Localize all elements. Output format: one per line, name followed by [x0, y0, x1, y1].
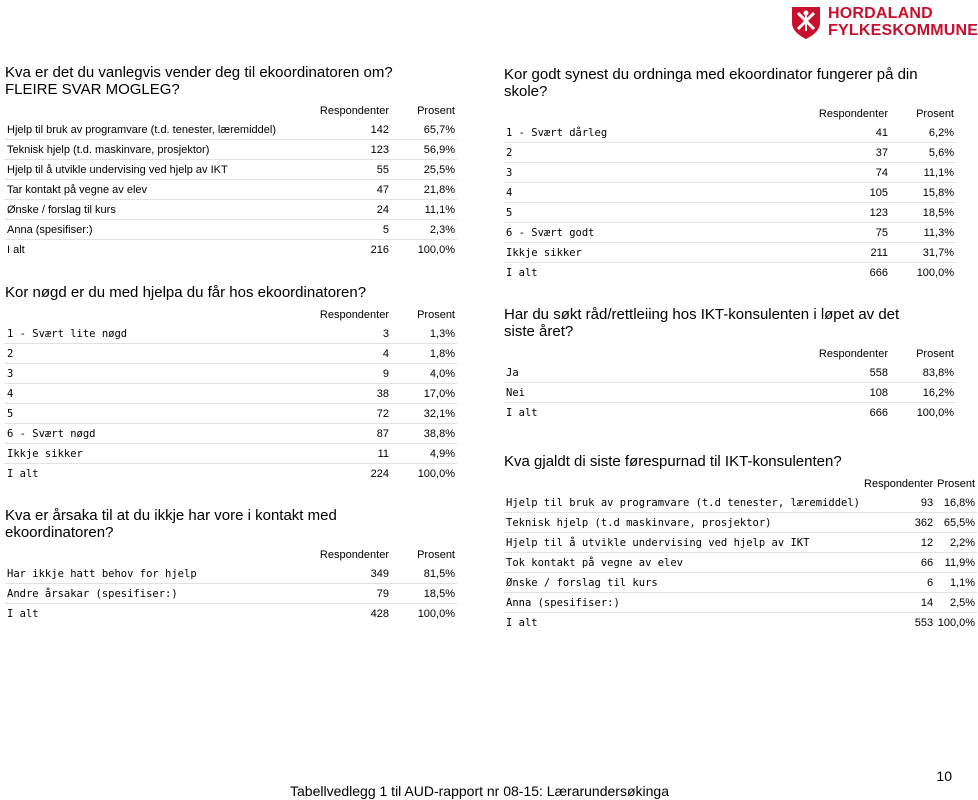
row-prosent: 11,1% [890, 163, 956, 183]
row-prosent: 38,8% [391, 424, 457, 444]
table-row [504, 183, 956, 203]
row-prosent: 31,7% [890, 243, 956, 263]
row-prosent: 16,8% [935, 493, 977, 513]
row-respondenter: 362 [862, 513, 935, 533]
table-row [5, 404, 457, 424]
row-respondenter: 211 [794, 243, 890, 263]
row-label: Nei [504, 383, 794, 403]
county-shield-icon [790, 5, 822, 41]
total-label: I alt [5, 464, 295, 484]
row-prosent: 25,5% [391, 160, 457, 180]
q3-title: Kva er årsaka til at du ikkje har vore i kontakt med ekoordinatoren? [5, 507, 337, 541]
row-label: Hjelp til bruk av programvare (t.d tenester, læremiddel) [504, 493, 862, 513]
q5-title: Har du søkt råd/rettleiing hos IKT-konsulenten i løpet av det siste året? [504, 306, 900, 340]
q6-table [504, 474, 977, 632]
row-prosent: 6,2% [890, 123, 956, 143]
table-row [5, 584, 457, 604]
total-prosent: 100,0% [935, 613, 977, 633]
row-label: 1 - Svært lite nøgd [5, 324, 295, 344]
q1-title: Kva er det du vanlegvis vender deg til ekoordinatoren om? FLEIRE SVAR MOGLEG? [5, 64, 393, 98]
row-respondenter: 5 [295, 220, 391, 240]
row-respondenter: 37 [794, 143, 890, 163]
total-prosent: 100,0% [890, 263, 956, 283]
q1-section [5, 64, 465, 259]
row-label: Hjelp til bruk av programvare (t.d. tenester, læremiddel) [5, 120, 295, 140]
q3-table [5, 545, 457, 623]
total-prosent: 100,0% [391, 604, 457, 624]
total-respondenter: 428 [295, 604, 391, 624]
row-prosent: 1,1% [935, 573, 977, 593]
total-label: I alt [504, 613, 862, 633]
row-respondenter: 123 [295, 140, 391, 160]
table-total-row [504, 613, 977, 633]
col-respondenter: Respondenter [319, 548, 389, 561]
col-prosent: Prosent [937, 477, 976, 490]
col-respondenter: Respondenter [319, 104, 389, 117]
row-respondenter: 12 [862, 533, 935, 553]
row-label: 5 [504, 203, 794, 223]
table-total-row [5, 240, 457, 260]
table-row [504, 143, 956, 163]
q2-title: Kor nøgd er du med hjelpa du får hos ekoordinatoren? [5, 284, 367, 301]
row-prosent: 11,1% [391, 200, 457, 220]
table-row [504, 203, 956, 223]
row-prosent: 2,2% [935, 533, 977, 553]
row-prosent: 56,9% [391, 140, 457, 160]
row-respondenter: 79 [295, 584, 391, 604]
col-respondenter: Respondenter [864, 477, 934, 490]
row-label: Ikkje sikker [5, 444, 295, 464]
row-respondenter: 74 [794, 163, 890, 183]
row-prosent: 2,3% [391, 220, 457, 240]
q5-section [504, 306, 958, 422]
row-respondenter: 38 [295, 384, 391, 404]
col-respondenter: Respondenter [319, 308, 389, 321]
q4-section [504, 66, 958, 282]
row-label: Teknisk hjelp (t.d maskinvare, prosjektor) [504, 513, 862, 533]
row-label: 2 [5, 344, 295, 364]
table-row [504, 533, 977, 553]
row-label: Har ikkje hatt behov for hjelp [5, 564, 295, 584]
row-respondenter: 108 [794, 383, 890, 403]
row-respondenter: 87 [295, 424, 391, 444]
row-respondenter: 105 [794, 183, 890, 203]
table-row [504, 573, 977, 593]
table-row [5, 120, 457, 140]
footer-text: Tabellvedlegg 1 til AUD-rapport nr 08-15: Lærarundersøkinga [290, 783, 669, 799]
row-prosent: 15,8% [890, 183, 956, 203]
table-total-row [5, 464, 457, 484]
table-row [504, 553, 977, 573]
table-row [504, 363, 956, 383]
table-row [5, 324, 457, 344]
row-respondenter: 4 [295, 344, 391, 364]
table-row [5, 180, 457, 200]
q6-title: Kva gjaldt di siste førespurnad til IKT-konsulenten? [504, 453, 842, 470]
table-row [504, 383, 956, 403]
row-label: 6 - Svært nøgd [5, 424, 295, 444]
table-row [504, 513, 977, 533]
row-label: 6 - Svært godt [504, 223, 794, 243]
row-label: Ja [504, 363, 794, 383]
total-prosent: 100,0% [890, 403, 956, 423]
row-respondenter: 72 [295, 404, 391, 424]
row-prosent: 21,8% [391, 180, 457, 200]
row-prosent: 5,6% [890, 143, 956, 163]
row-respondenter: 11 [295, 444, 391, 464]
table-row [5, 564, 457, 584]
row-respondenter: 66 [862, 553, 935, 573]
table-total-row [504, 263, 956, 283]
row-prosent: 4,0% [391, 364, 457, 384]
total-prosent: 100,0% [391, 464, 457, 484]
q1-table [5, 101, 457, 259]
table-row [5, 364, 457, 384]
table-row [504, 243, 956, 263]
col-prosent: Prosent [417, 548, 455, 561]
col-respondenter: Respondenter [818, 107, 888, 120]
row-prosent: 16,2% [890, 383, 956, 403]
row-label: 1 - Svært dårleg [504, 123, 794, 143]
row-prosent: 1,3% [391, 324, 457, 344]
table-row [5, 444, 457, 464]
row-respondenter: 14 [862, 593, 935, 613]
total-label: I alt [504, 263, 794, 283]
table-row [504, 493, 977, 513]
table-row [504, 223, 956, 243]
row-prosent: 2,5% [935, 593, 977, 613]
row-label: Ønske / forslag til kurs [5, 200, 295, 220]
q4-table [504, 104, 956, 282]
row-label: Hjelp til å utvikle undervising ved hjelp av IKT [5, 160, 295, 180]
total-label: I alt [504, 403, 794, 423]
total-respondenter: 216 [295, 240, 391, 260]
table-row [5, 424, 457, 444]
q5-table [504, 344, 956, 422]
total-respondenter: 553 [862, 613, 935, 633]
table-row [504, 123, 956, 143]
table-total-row [5, 604, 457, 624]
row-prosent: 4,9% [391, 444, 457, 464]
total-label: I alt [5, 604, 295, 624]
table-row [5, 160, 457, 180]
table-total-row [504, 403, 956, 423]
row-respondenter: 41 [794, 123, 890, 143]
col-prosent: Prosent [417, 308, 455, 321]
table-row [5, 200, 457, 220]
row-label: 3 [504, 163, 794, 183]
row-label: 3 [5, 364, 295, 384]
hordaland-fylkeskommune-logo [790, 3, 978, 43]
row-label: Andre årsakar (spesifiser:) [5, 584, 295, 604]
row-label: Tar kontakt på vegne av elev [5, 180, 295, 200]
row-prosent: 17,0% [391, 384, 457, 404]
row-prosent: 18,5% [391, 584, 457, 604]
q2-section [5, 284, 465, 483]
row-prosent: 65,7% [391, 120, 457, 140]
logo-line-2: FYLKESKOMMUNE [828, 22, 978, 39]
row-label: Anna (spesifiser:) [504, 593, 862, 613]
table-row [504, 163, 956, 183]
col-prosent: Prosent [916, 107, 954, 120]
row-label: Teknisk hjelp (t.d. maskinvare, prosjektor) [5, 140, 295, 160]
col-prosent: Prosent [916, 347, 954, 360]
total-respondenter: 666 [794, 263, 890, 283]
row-respondenter: 123 [794, 203, 890, 223]
row-prosent: 81,5% [391, 564, 457, 584]
q2-table [5, 305, 457, 483]
q4-title: Kor godt synest du ordninga med ekoordinator fungerer på din skole? [504, 66, 918, 100]
logo-line-1: HORDALAND [828, 5, 933, 22]
row-respondenter: 3 [295, 324, 391, 344]
row-label: Anna (spesifiser:) [5, 220, 295, 240]
total-respondenter: 224 [295, 464, 391, 484]
row-label: 2 [504, 143, 794, 163]
total-label: I alt [5, 240, 295, 260]
row-respondenter: 558 [794, 363, 890, 383]
row-respondenter: 55 [295, 160, 391, 180]
row-prosent: 1,8% [391, 344, 457, 364]
row-prosent: 18,5% [890, 203, 956, 223]
table-row [504, 593, 977, 613]
table-row [5, 384, 457, 404]
row-respondenter: 75 [794, 223, 890, 243]
row-respondenter: 93 [862, 493, 935, 513]
row-prosent: 32,1% [391, 404, 457, 424]
col-respondenter: Respondenter [818, 347, 888, 360]
table-row [5, 140, 457, 160]
row-respondenter: 142 [295, 120, 391, 140]
row-label: Ønske / forslag til kurs [504, 573, 862, 593]
row-prosent: 83,8% [890, 363, 956, 383]
row-label: 4 [504, 183, 794, 203]
row-label: Ikkje sikker [504, 243, 794, 263]
table-row [5, 220, 457, 240]
row-label: 5 [5, 404, 295, 424]
total-respondenter: 666 [794, 403, 890, 423]
col-prosent: Prosent [417, 104, 455, 117]
q6-section [504, 453, 976, 632]
row-label: Hjelp til å utvikle undervising ved hjelp av IKT [504, 533, 862, 553]
row-prosent: 11,3% [890, 223, 956, 243]
row-prosent: 11,9% [935, 553, 977, 573]
q3-section [5, 507, 465, 623]
row-label: Tok kontakt på vegne av elev [504, 553, 862, 573]
page-number: 10 [936, 768, 952, 784]
row-respondenter: 6 [862, 573, 935, 593]
row-respondenter: 47 [295, 180, 391, 200]
row-respondenter: 24 [295, 200, 391, 220]
row-label: 4 [5, 384, 295, 404]
row-prosent: 65,5% [935, 513, 977, 533]
total-prosent: 100,0% [391, 240, 457, 260]
row-respondenter: 9 [295, 364, 391, 384]
row-respondenter: 349 [295, 564, 391, 584]
table-row [5, 344, 457, 364]
